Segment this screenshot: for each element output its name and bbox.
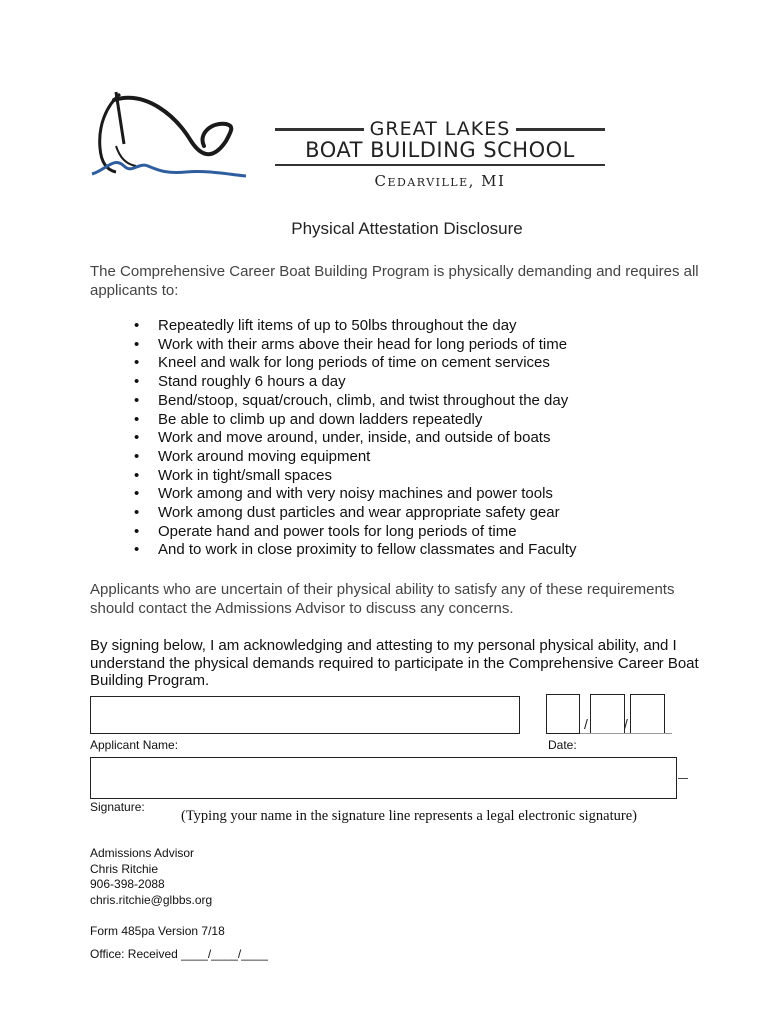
list-item: • Bend/stoop, squat/crouch, climb, and twist throughout the day <box>134 391 569 409</box>
advisor-phone: 906-398-2088 <box>90 877 165 891</box>
logo-wordmark <box>275 118 605 190</box>
bullet: • <box>134 522 140 540</box>
bullet: • <box>134 504 140 522</box>
boat-hull-stroke <box>114 98 231 154</box>
bullet: • <box>134 335 140 353</box>
list-item: • Work around moving equipment <box>134 447 371 465</box>
bullet: • <box>134 485 140 503</box>
bullet: • <box>134 373 140 391</box>
document-title: Physical Attestation Disclosure <box>291 219 523 238</box>
bullet: • <box>134 317 140 334</box>
intro-paragraph: The Comprehensive Career Boat Building Program is physically demanding and requires all applicants to: <box>90 263 699 299</box>
applicant-name-input[interactable] <box>90 696 520 734</box>
bullet: • <box>134 447 140 465</box>
logo-line1: GREAT LAKES <box>369 118 511 140</box>
uncertain-paragraph: Applicants who are uncertain of their physical ability to satisfy any of these requirements should contact the Admissions Advisor to discuss any concerns. <box>90 581 675 617</box>
advisor-contact <box>90 846 212 908</box>
date-separator: / <box>584 716 588 732</box>
list-item: • Work among and with very noisy machines and power tools <box>134 485 553 503</box>
bullet: • <box>134 466 140 484</box>
logo-line3: Cedarville, MI <box>374 172 506 190</box>
list-item: • Work with their arms above their head for long periods of time <box>134 335 568 353</box>
requirements-list <box>132 317 577 560</box>
date-label: Date: <box>548 738 577 752</box>
list-item: • Repeatedly lift items of up to 50lbs throughout the day <box>134 317 517 334</box>
list-item: • Work among dust particles and wear appropriate safety gear <box>134 504 560 522</box>
date-day-input[interactable] <box>590 694 625 734</box>
bullet: • <box>134 354 140 372</box>
list-item: • Operate hand and power tools for long periods of time <box>134 522 517 540</box>
bullet: • <box>134 429 140 447</box>
bullet: • <box>134 391 140 409</box>
signature-note: (Typing your name in the signature line represents a legal electronic signature) <box>181 808 637 824</box>
date-month-input[interactable] <box>546 694 580 734</box>
date-underline <box>580 733 672 734</box>
list-item: • Be able to climb up and down ladders repeatedly <box>134 410 483 428</box>
list-item: • Work and move around, under, inside, and outside of boats <box>134 429 551 447</box>
date-year-input[interactable] <box>630 694 665 734</box>
acknowledgement-paragraph: By signing below, I am acknowledging and attesting to my personal physical ability, and I understand the physical demands required to participate in the Comprehensive Career Boat Building Program. <box>90 637 699 689</box>
list-item: • Kneel and walk for long periods of time on cement services <box>134 354 550 372</box>
wave-stroke <box>92 162 246 176</box>
signature-label: Signature: <box>90 800 145 814</box>
list-item: • And to work in close proximity to fellow classmates and Faculty <box>134 541 577 559</box>
bullet: • <box>134 410 140 428</box>
date-separator: / <box>624 716 628 732</box>
advisor-email: chris.ritchie@glbbs.org <box>90 892 213 907</box>
form-version: Form 485pa Version 7/18 <box>90 924 225 938</box>
advisor-name: Chris Ritchie <box>90 861 159 876</box>
bullet: • <box>134 541 140 559</box>
signature-line-tick <box>678 778 688 779</box>
office-received: Office: Received ____/____/____ <box>90 947 268 961</box>
logo-line2: BOAT BUILDING SCHOOL <box>275 138 605 166</box>
list-item: • Stand roughly 6 hours a day <box>134 373 346 391</box>
signature-input[interactable] <box>90 757 677 799</box>
list-item: • Work in tight/small spaces <box>134 466 332 484</box>
applicant-name-label: Applicant Name: <box>90 738 179 752</box>
advisor-role: Admissions Advisor <box>90 846 195 860</box>
